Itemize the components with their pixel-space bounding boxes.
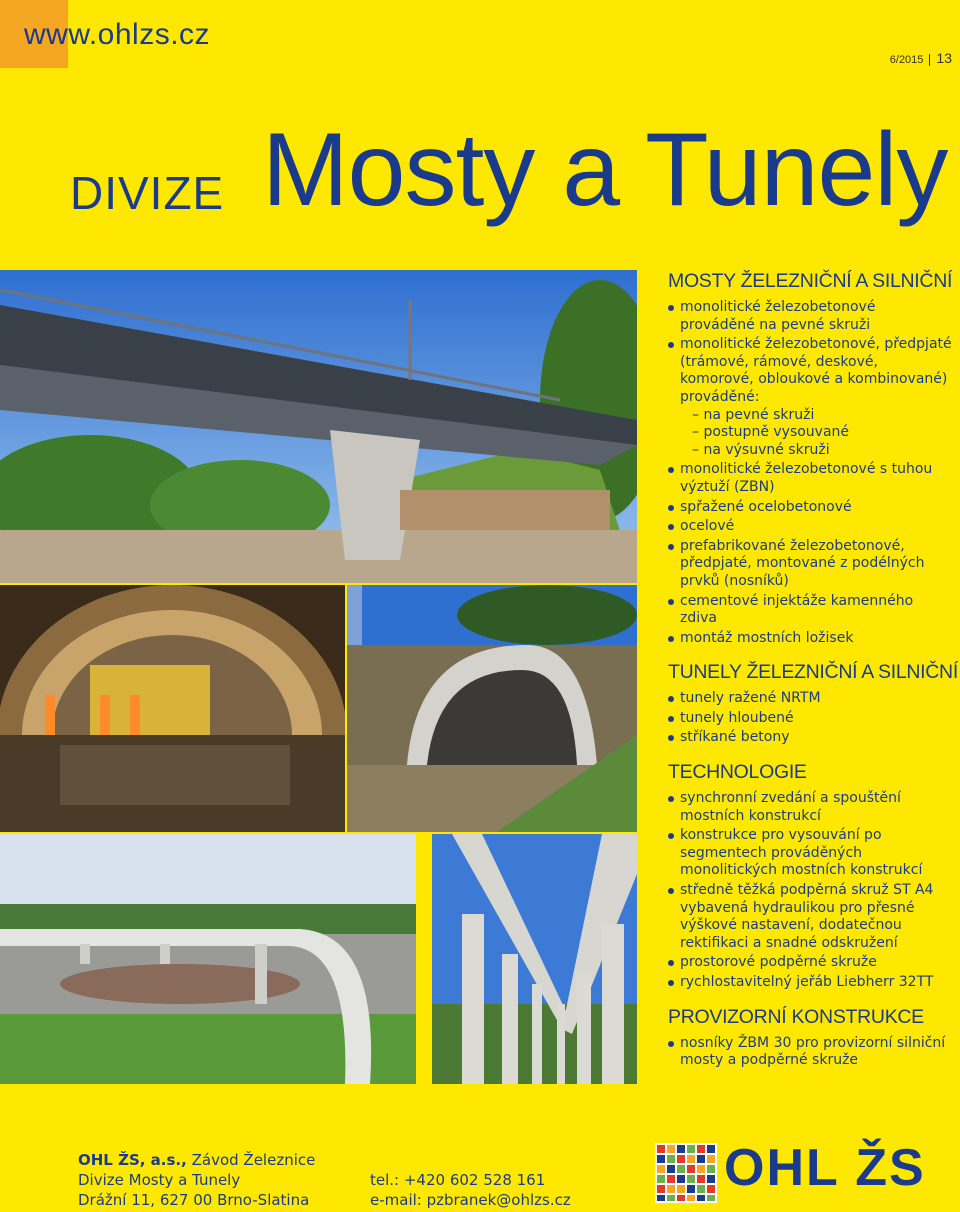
footer-address [78, 1150, 315, 1210]
list-item-text: prostorové podpěrné skruže [680, 954, 877, 971]
list-item [668, 882, 953, 952]
list-item-text: tunely hloubené [680, 709, 794, 726]
list-item [668, 461, 953, 496]
title-prefix: DIVIZE [70, 167, 225, 219]
list-item [668, 690, 953, 708]
bullet-icon [668, 735, 674, 741]
photo-road-bridge [0, 834, 416, 1084]
list-item-text: středně těžká podpěrná skruž ST A4 vybavená hydraulikou pro přesné výškové nastavení, dodatečnou rektifikaci a snadné odskružení [680, 882, 934, 951]
website-url[interactable]: www.ohlzs.cz [24, 18, 211, 51]
list-item-text: monolitické železobetonové, předpjaté (trámové, rámové, deskové, komorové, obloukové a kombinované) prováděné: [680, 336, 952, 405]
sub-item-text: – na pevné skruži [692, 406, 815, 423]
bullet-icon [668, 305, 674, 311]
bullet-icon [668, 888, 674, 894]
bullet-icon [668, 599, 674, 605]
page-number [890, 50, 952, 68]
list-item-text: tunely ražené NRTM [680, 690, 821, 707]
page-title: Mosty a Tunely [262, 112, 948, 228]
bullet-icon [668, 716, 674, 722]
list-item-text: montáž mostních ložisek [680, 629, 854, 646]
sub-item-text: – na výsuvné skruži [692, 441, 830, 458]
list-item-text: synchronní zvedání a spouštění mostních konstrukcí [680, 790, 901, 824]
company-name: OHL ŽS, a.s., Závod Železnice [78, 1151, 316, 1169]
section-heading: MOSTY ŽELEZNIČNÍ A SILNIČNÍ [668, 270, 953, 292]
list-item-text: monolitické železobetonové s tuhou výztuží (ZBN) [680, 461, 933, 495]
list-item-text: stříkané betony [680, 729, 790, 746]
bullet-icon [668, 636, 674, 642]
bullet-icon [668, 342, 674, 348]
section-heading: TECHNOLOGIE [668, 761, 807, 784]
list-item-text: spřažené ocelobetonové [680, 498, 852, 515]
section-list [668, 1035, 953, 1070]
bullet-icon [668, 1041, 674, 1047]
bullet-icon [668, 544, 674, 550]
bullet-icon [668, 833, 674, 839]
bullet-icon [668, 960, 674, 966]
bullet-icon [668, 980, 674, 986]
section-list [668, 690, 953, 747]
list-item-text: konstrukce pro vysouvání po segmentech prováděných monolitických mostních konstrukcí [680, 827, 923, 879]
photo-tunnel-portal [347, 585, 637, 832]
list-item [668, 827, 953, 880]
list-item [668, 630, 953, 648]
list-item-text: prefabrikované železobetonové, předpjaté, montované z podélných prvků (nosníků) [680, 537, 925, 589]
section-heading: TUNELY ŽELEZNIČNÍ A SILNIČNÍ [668, 661, 958, 684]
list-item [668, 299, 953, 334]
bullet-icon [668, 796, 674, 802]
list-item-text: rychlostavitelný jeřáb Liebherr 32TT [680, 974, 934, 990]
photo-railway-bridge [0, 270, 637, 583]
list-item [668, 1035, 953, 1070]
photo-viaduct [432, 834, 637, 1084]
list-item [668, 336, 953, 459]
sub-item-text: – postupně vysouvané [692, 424, 850, 441]
section-heading: PROVIZORNÍ KONSTRUKCE [668, 1005, 924, 1028]
list-item [668, 729, 953, 747]
footer-contact [370, 1170, 571, 1210]
list-item [668, 499, 953, 517]
bullet-icon [668, 467, 674, 473]
division-name: Divize Mosty a Tunely [78, 1171, 241, 1189]
list-item [668, 593, 953, 628]
section-list [668, 790, 953, 992]
list-item-text: cementové injektáže kamenného zdiva [680, 592, 914, 627]
street-address: Drážní 11, 627 00 Brno-Slatina [78, 1191, 310, 1209]
list-item [668, 710, 953, 728]
photo-tunnel-interior [0, 585, 345, 832]
list-item [668, 974, 953, 992]
bullet-icon [668, 696, 674, 702]
logo-mosaic-icon [655, 1143, 717, 1203]
list-item-text: nosníky ŽBM 30 pro provizorní silniční mosty a podpěrné skruže [680, 1034, 946, 1069]
bullet-icon [668, 505, 674, 511]
list-item-text: monolitické železobetonové prováděné na pevné skruži [680, 299, 876, 333]
services-list [668, 270, 958, 1072]
list-item [668, 518, 953, 536]
page-label: 13 [936, 50, 952, 66]
company-logo: OHL ŽS [724, 1139, 926, 1197]
list-item [668, 954, 953, 972]
bullet-icon [668, 524, 674, 530]
list-item [668, 538, 953, 591]
section-list [668, 299, 953, 647]
list-item [668, 790, 953, 825]
issue-label: 6/2015 [890, 54, 931, 66]
phone-number[interactable]: tel.: +420 602 528 161 [370, 1171, 546, 1189]
email-address[interactable]: e-mail: pzbranek@ohlzs.cz [370, 1191, 571, 1209]
list-item-text: ocelové [680, 518, 735, 535]
